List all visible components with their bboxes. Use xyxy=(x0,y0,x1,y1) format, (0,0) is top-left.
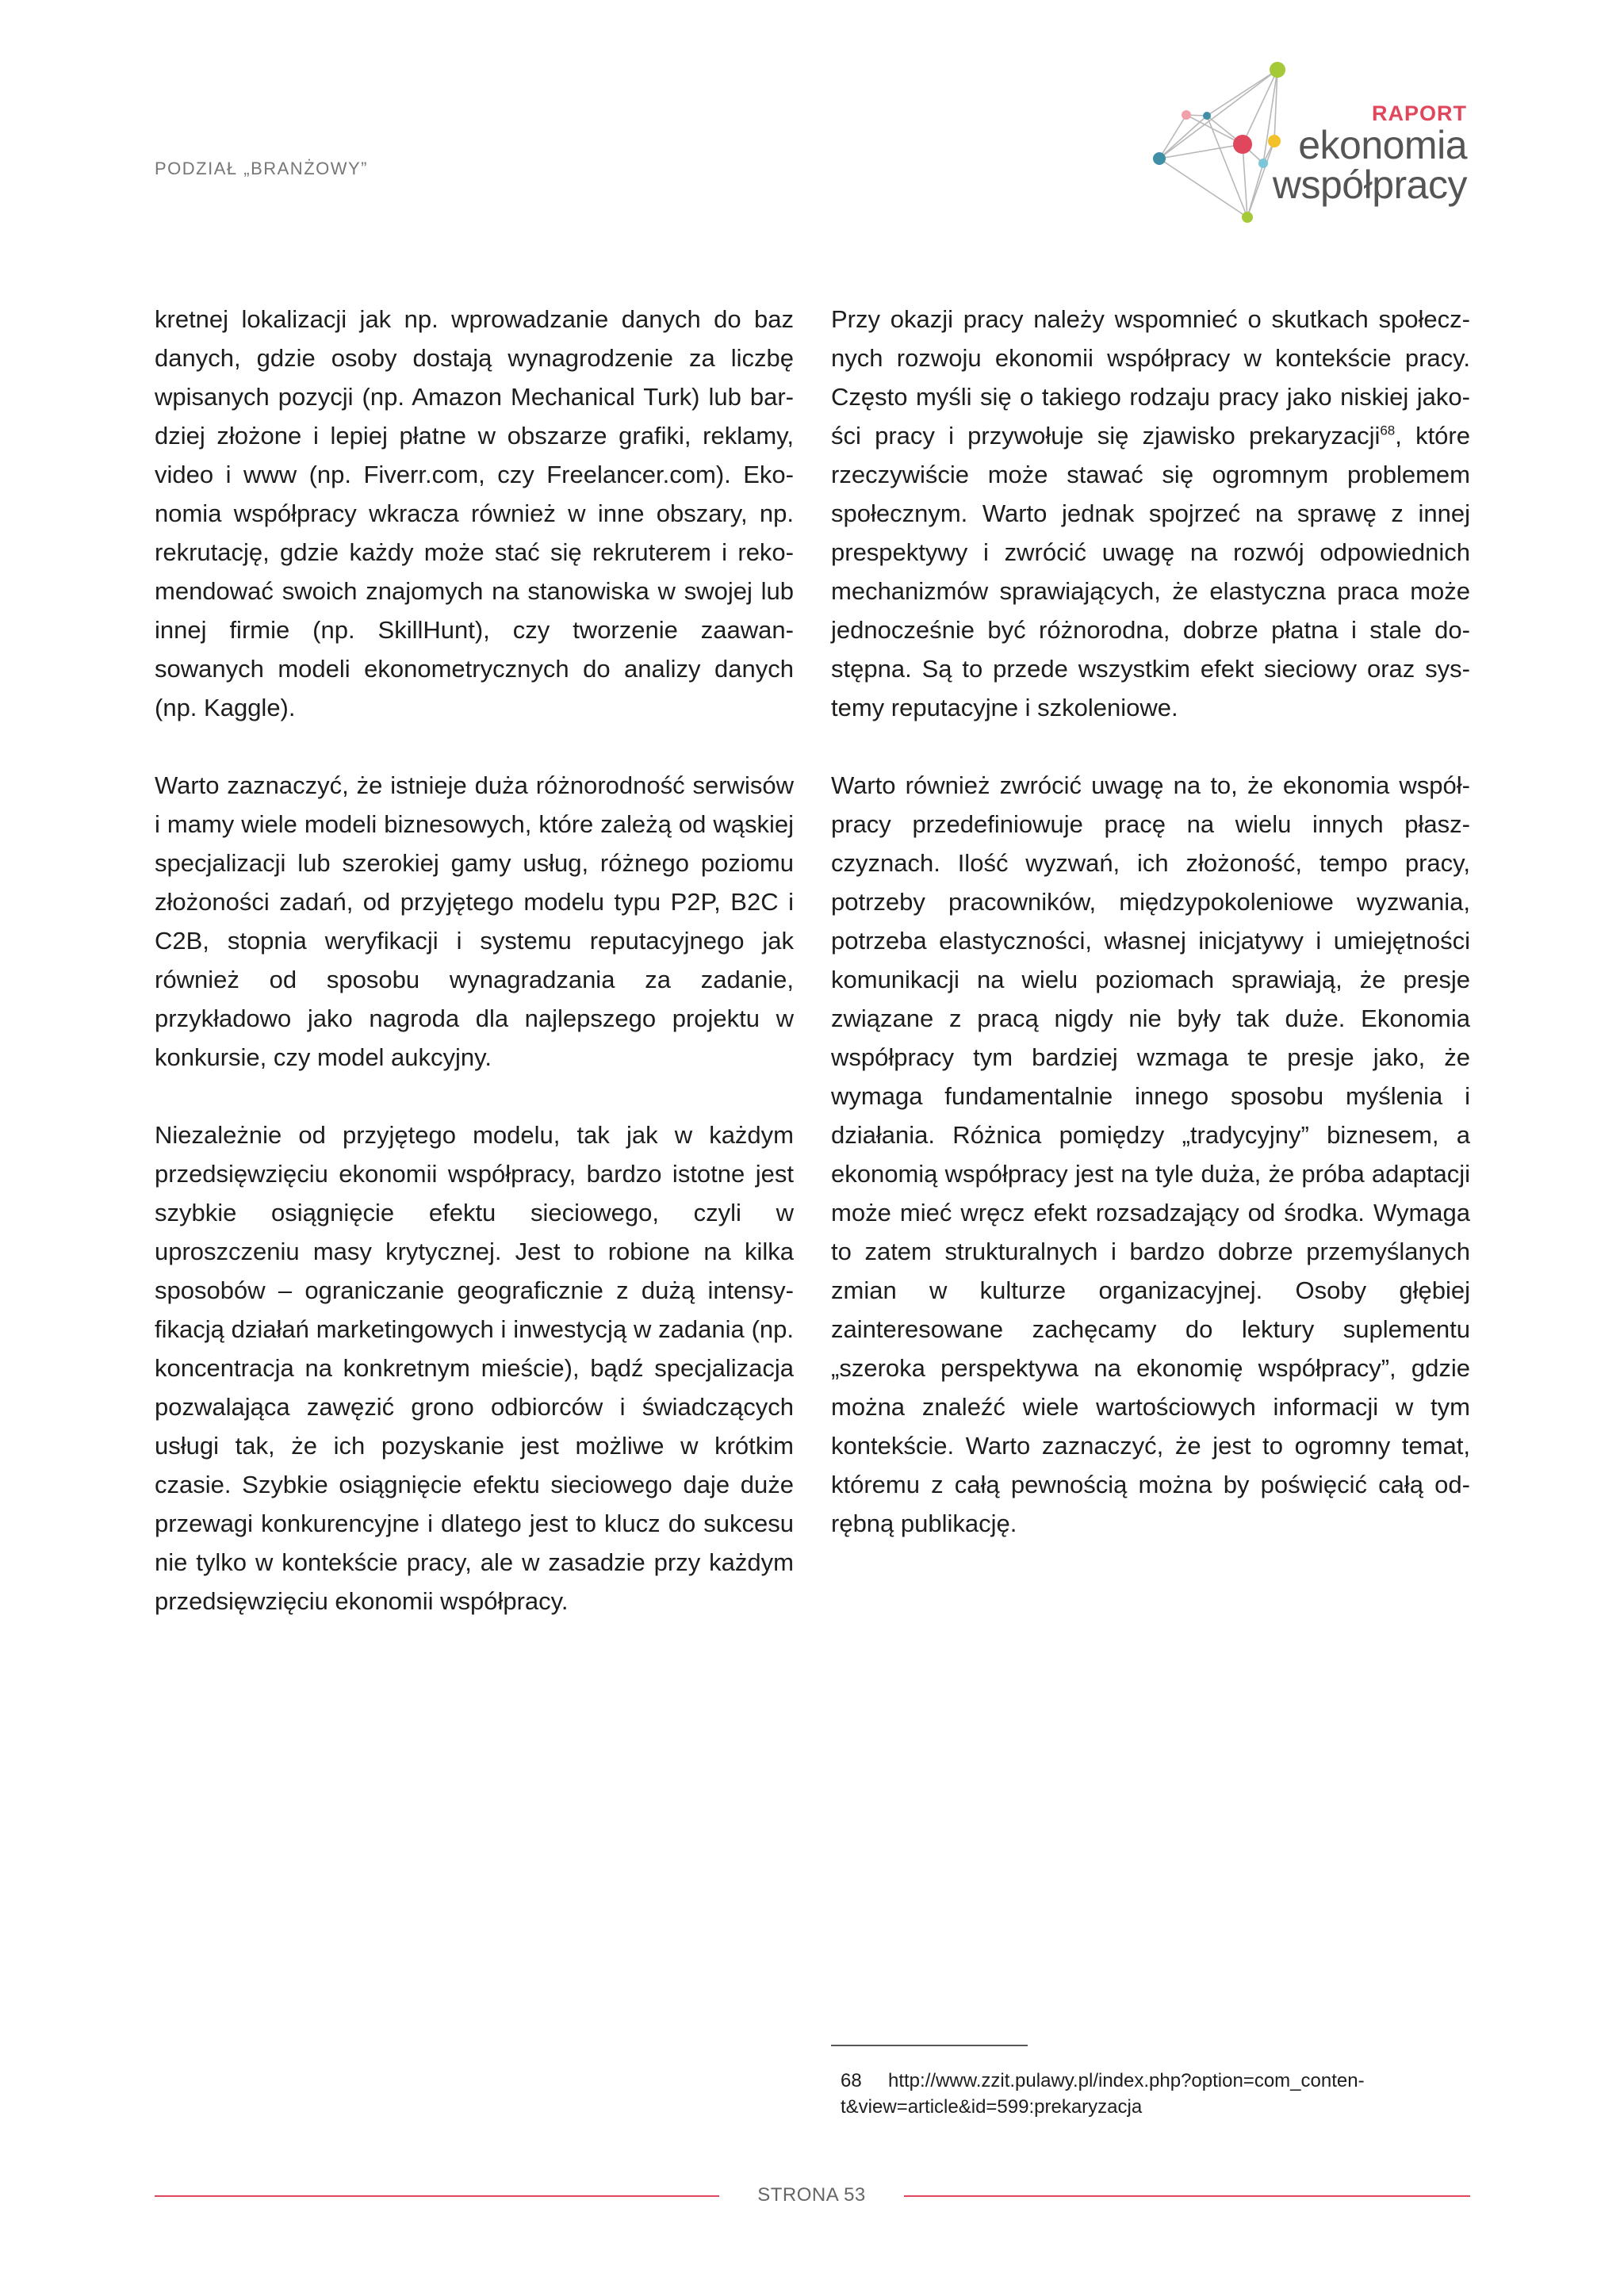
section-label: PODZIAŁ „BRANŻOWY” xyxy=(155,159,369,178)
footnote-number: 68 xyxy=(841,2070,862,2091)
footer-divider-left xyxy=(155,2195,719,2197)
paragraph: Warto również zwrócić uwagę na to, że ekonomia współpracy przedefiniowuje pracę na wielu innych płaszczyznach. Ilość wyzwań, ich złożoność, tempo pracy, potrzeby pracowników, międzypokoleniowe wyzwania, potrzeba elastyczności, własnej inicjatywy i umiejętności komunikacji na wielu poziomach sprawiają, że presje związane z pracą nigdy nie były tak duże. Ekonomia współpracy tym bardziej wzmaga te presje jako, że wymaga fundamentalnie innego sposobu myślenia i działania. Różnica pomiędzy „tradycyjny” biznesem, a ekonomią współpracy jest na tyle duża, że próba adaptacji może mieć wręcz efekt rozsadzający od środka. Wymaga to zatem strukturalnych i bardzo dobrze przemyślanych zmian w kulturze organizacyjnej. Osoby głębiej zainteresowane zachęcamy do lektury suplementu „szeroka perspektywa na ekonomię współpracy”, gdzie można znaleźć wiele wartościowych informacji w tym kontekście. Warto zaznaczyć, że jest to ogromny temat, któremu z całą pewnością można by poświęcić całą odrębną publikację. xyxy=(831,771,1470,1537)
page-number: STRONA 53 xyxy=(757,2184,866,2206)
paragraph-text: , które rzeczywiście może stawać się ogromnym problemem społecznym. Warto jednak spojrzeć na sprawę z innej prespektywy i zwrócić uwagę na rozwój odpowiednich mechanizmów sprawiających, że elastyczna praca może jednocześnie być różnorodna, dobrze płatna i stale dostępna. Są to przede wszystkim efekt sieciowy oraz systemy reputacyjne i szkoleniowe. xyxy=(831,422,1470,721)
right-text-column xyxy=(831,300,1470,1543)
logo-title-line2: współpracy xyxy=(1272,163,1467,207)
logo-title-line1: ekonomia xyxy=(1298,123,1467,167)
paragraph: kretnej lokalizacji jak np. wprowadzanie danych do baz danych, gdzie osoby dostają wynagrodzenie za liczbę wpisanych pozycji (np. Amazon Mechanical Turk) lub bardziej złożone i lepiej płatne w obszarze grafiki, reklamy, video i www (np. Fiverr.com, czy Freelancer.com). Ekonomia współpracy wkracza również w inne obszary, np. rekrutację, gdzie każdy może stać się rekruterem i rekomendować swoich znajomych na stanowiska w swojej lub innej firmie (np. SkillHunt), czy tworzenie zaawansowanych modeli ekonometrycznych do analizy danych (np. Kaggle). xyxy=(155,305,794,721)
footnote-divider xyxy=(831,2045,1028,2046)
left-text-column xyxy=(155,300,794,1621)
paragraph-text: Przy okazji pracy należy wspomnieć o skutkach społecznych rozwoju ekonomii współpracy w kontekście pracy. Często myśli się o takiego rodzaju pracy jako niskiej jakości pracy i przywołuje się zjawisko prekaryzacji xyxy=(831,305,1470,450)
footnote xyxy=(841,2068,1443,2120)
footer-divider-right xyxy=(904,2195,1470,2197)
footnote-reference[interactable]: 68 xyxy=(1380,423,1396,438)
paragraph: Warto zaznaczyć, że istnieje duża różnorodność serwisów i mamy wiele modeli biznesowych, które zależą od wąskiej specjalizacji lub szerokiej gamy usług, różnego poziomu złożoności zadań, od przyjętego modelu typu P2P, B2C i C2B, stopnia weryfikacji i systemu reputacyjnego jak również od sposobu wynagradzania za zadanie, przykładowo jako nagroda dla najlepszego projektu w konkursie, czy model aukcyjny. xyxy=(155,771,794,1071)
paragraph: Niezależnie od przyjętego modelu, tak jak w każdym przedsięwzięciu ekonomii współpracy, bardzo istotne jest szybkie osiągnięcie efektu sieciowego, czyli w uproszczeniu masy krytycznej. Jest to robione na kilka sposobów – ograniczanie geograficznie z dużą intensyfikacją działań marketingowych i inwestycją w zadania (np. koncentracja na konkretnym mieście), bądź specjalizacja pozwalająca zawęzić grono odbiorców i świadczących usługi tak, że ich pozyskanie jest możliwe w krótkim czasie. Szybkie osiągnięcie efektu sieciowego daje duże przewagi konkurencyjne i dlatego jest to klucz do sukcesu nie tylko w kontekście pracy, ale w zasadzie przy każdym przedsięwzięciu ekonomii współpracy. xyxy=(155,1121,794,1615)
footnote-link[interactable]: http://www.zzit.pulawy.pl/index.php?option=com_content&view=article&id=599:prekaryzacja xyxy=(841,2070,1365,2118)
report-logo xyxy=(1130,55,1479,230)
paragraph xyxy=(831,300,1470,727)
logo-raport-label: RAPORT xyxy=(1372,101,1467,125)
